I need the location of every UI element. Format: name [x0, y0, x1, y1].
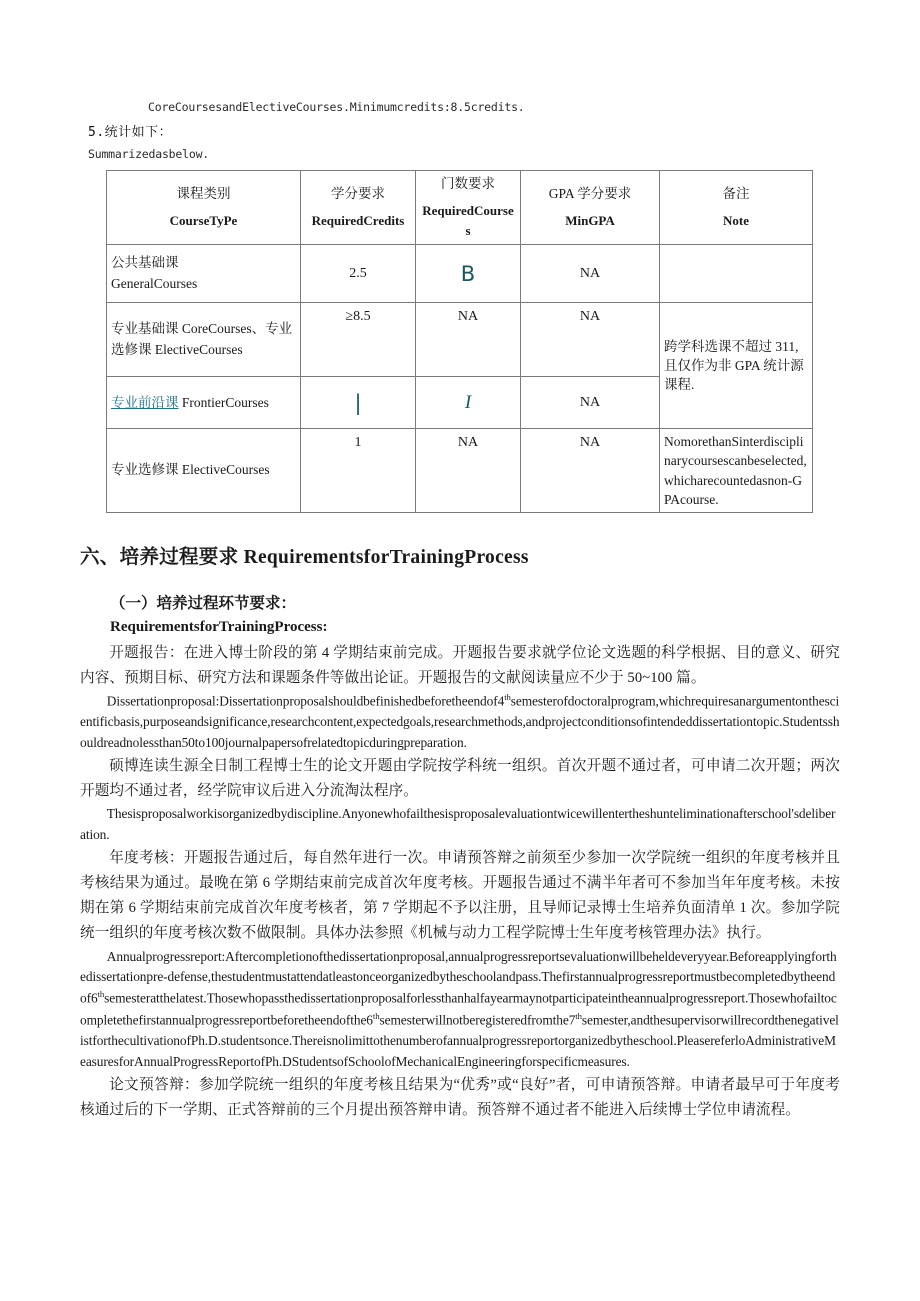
row-frontier-credits-value: | — [354, 390, 362, 415]
ordinal-suffix: th — [372, 1010, 380, 1021]
header-min-gpa-en: MinGPA — [565, 212, 615, 228]
row-general-category — [107, 245, 301, 303]
ordinal-suffix: th — [97, 989, 105, 1000]
row-elective-gpa: NA — [521, 429, 660, 513]
row-elective-category-cn: 专业选修课 — [111, 462, 179, 478]
para-segment: Annualprogressreport:Aftercompletionofthedissertationproposal,annualprogressreportsevaluationwillbeheldeveryyear.Beforeapplyingforthedissertationpre-defense,thestudentmustattendatleastonceorganizedbytheschoolandpass.Thefirstannualprogressreportmustbecompletedbytheendof6 — [80, 948, 837, 1006]
row-general-courses — [416, 245, 521, 303]
header-note-cn: 备注 — [722, 186, 750, 202]
row-elective-note: NomorethanSinterdisciplinarycoursescanbeselected,whicharecountedasnon-GPAcourse. — [660, 429, 813, 513]
paragraph-thesis-organization-en: Thesisproposalworkisorganizedbydiscipline.Anyonewhofailthesisproposalevaluationtwicewillentertheshunteliminationafterschool'sdeliberation. — [80, 806, 836, 843]
row-core-credits: ≥8.5 — [301, 303, 416, 377]
para-segment: semester,andthesupervisorwillrecordthenegativelistforthecultivationofPh.D.studentsonce.Thereisnolimittothenumberofannualprogressreportorganizedbytheschool.PleasereferloAdministrativeMeasuresforAnnualProgressReportofPh.DStudentsofSchoolofMechanicalEngineeringforspecificmeasures. — [80, 1012, 839, 1070]
header-note — [660, 171, 813, 245]
header-course-type-en: CourseTyPe — [169, 212, 238, 228]
section-heading: 六、培养过程要求 RequirementsforTrainingProcess — [80, 546, 529, 568]
row-core-category-cn: 专业基础课 CoreCourses、专业 — [111, 321, 293, 337]
header-required-courses — [416, 171, 521, 245]
header-course-type — [107, 171, 301, 245]
row-elective-category — [107, 429, 301, 513]
header-course-type-cn: 课程类别 — [176, 186, 231, 202]
para-segment: semesterwillnotberegisteredfromthe7 — [379, 1012, 576, 1028]
row-frontier-category — [107, 377, 301, 429]
row-core-gpa: NA — [521, 303, 660, 377]
header-required-credits — [301, 171, 416, 245]
paragraph-thesis-organization-cn: 硕博连读生源全日制工程博士生的论文开题由学院按学科统一组织。首次开题不通过者，可申请二次开题；两次开题均不通过者，经学院审议后进入分流淘汰程序。 — [80, 758, 840, 800]
row-frontier-credits — [301, 377, 416, 429]
row-core-courses: NA — [416, 303, 521, 377]
paragraph-annual-report-en — [80, 947, 840, 1073]
table-row — [107, 429, 813, 513]
row-general-credits: 2.5 — [301, 245, 416, 303]
row-frontier-courses — [416, 377, 521, 429]
row-frontier-courses-value: I — [464, 391, 472, 413]
row-elective-category-en: ElectiveCourses — [181, 462, 270, 478]
row-frontier-category-en: FrontierCourses — [181, 394, 269, 410]
header-min-gpa — [521, 171, 660, 245]
subsection-heading-en: RequirementsforTrainingProcess: — [110, 618, 328, 635]
paragraph-pre-defense-cn: 论文预答辩：参加学院统一组织的年度考核且结果为“优秀”或“良好”者，可申请预答辩。申请者最早可于年度考核通过后的下一学期、正式答辩前的三个月提出预答辩申请。预答辩不通过者不能进入后续博士学位申请流程。 — [80, 1076, 840, 1119]
row-elective-credits: 1 — [301, 429, 416, 513]
paragraph-dissertation-proposal-en — [80, 691, 840, 754]
table-row — [107, 303, 813, 377]
row-general-gpa: NA — [521, 245, 660, 303]
header-note-en: Note — [723, 212, 749, 228]
table-row — [107, 245, 813, 303]
row-core-note: 跨学科选课不超过 311,且仅作为非 GPA 统计源课程. — [660, 303, 813, 429]
header-required-courses-cn: 门数要求 — [441, 176, 495, 191]
preamble-summarized: Summarizedasbelow. — [88, 147, 210, 161]
row-core-category — [107, 303, 301, 377]
para-segment: semesterofdoctoralprogram,whichrequiresanargumentonthescientificbasis,purposeandsignificance,researchcontent,expectedgoals,researchmethods,andprojectconditionsofintendeddissertationtopic.Studentsshouldreadnolessthan50to100journalpapersofrelatedtopicduringpreparation. — [80, 693, 840, 751]
row-frontier-gpa: NA — [521, 377, 660, 429]
paragraph-dissertation-proposal-cn: 开题报告：在进入博士阶段的第 4 学期结束前完成。开题报告要求就学位论文选题的科学根据、目的意义、研究内容、预期目标、研究方法和课题条件等做出论证。开题报告的文献阅读量应不少于 50~100 篇。 — [80, 644, 840, 686]
ordinal-suffix: th — [504, 692, 511, 703]
header-min-gpa-cn: GPA 学分要求 — [548, 186, 632, 202]
header-required-credits-cn: 学分要求 — [331, 186, 385, 202]
paragraph-annual-review-cn: 年度考核：开题报告通过后，每自然年进行一次。申请预答辩之前须至少参加一次学院统一组织的年度考核并且考核结果为通过。最晚在第 6 学期结束前完成首次年度考核。开题报告通过不满半年者可不参加当年年度考核。未按期在第 6 学期结束前完成首次年度考核者，第 7 学期起不予以注册，且导师记录博士生培养负面清单 1 次。参加学院统一组织的年度考核次数不做限制。具体办法参照《机械与动力工程学院博士生年度考核管理办法》执行。 — [80, 850, 840, 942]
row-general-courses-value: B — [460, 261, 476, 286]
header-required-credits-en: RequiredCredits — [311, 212, 405, 228]
row-general-note — [660, 245, 813, 303]
course-requirements-table — [106, 170, 813, 513]
row-core-category-en: 选修课 ElectiveCourses — [111, 341, 243, 357]
preamble-english-note: CoreCoursesandElectiveCourses.Minimumcredits:8.5credits. — [148, 100, 525, 114]
row-elective-courses: NA — [416, 429, 521, 513]
row-frontier-category-cn[interactable]: 专业前沿课 — [111, 394, 179, 410]
para-segment: semesteratthelatest.Thosewhopassthedissertationproposalforlessthanhalfayearmaynotparticipateintheannualprogressreport.Thosewhofailtocompletethefirstannualprogressreportbeforetheendofthe6 — [80, 990, 837, 1028]
ordinal-suffix: th — [575, 1010, 582, 1021]
header-required-courses-en: RequiredCourses — [422, 202, 514, 239]
row-general-category-cn: 公共基础课 — [111, 255, 179, 271]
preamble-item-number: 5.统计如下： — [88, 125, 173, 140]
para-segment: Dissertationproposal:Dissertationproposalshouldbefinishedbeforetheendof4 — [106, 693, 505, 709]
subsection-heading-cn: （一）培养过程环节要求： — [110, 594, 297, 612]
table-header-row — [107, 171, 813, 245]
row-general-category-en: GeneralCourses — [111, 275, 198, 291]
